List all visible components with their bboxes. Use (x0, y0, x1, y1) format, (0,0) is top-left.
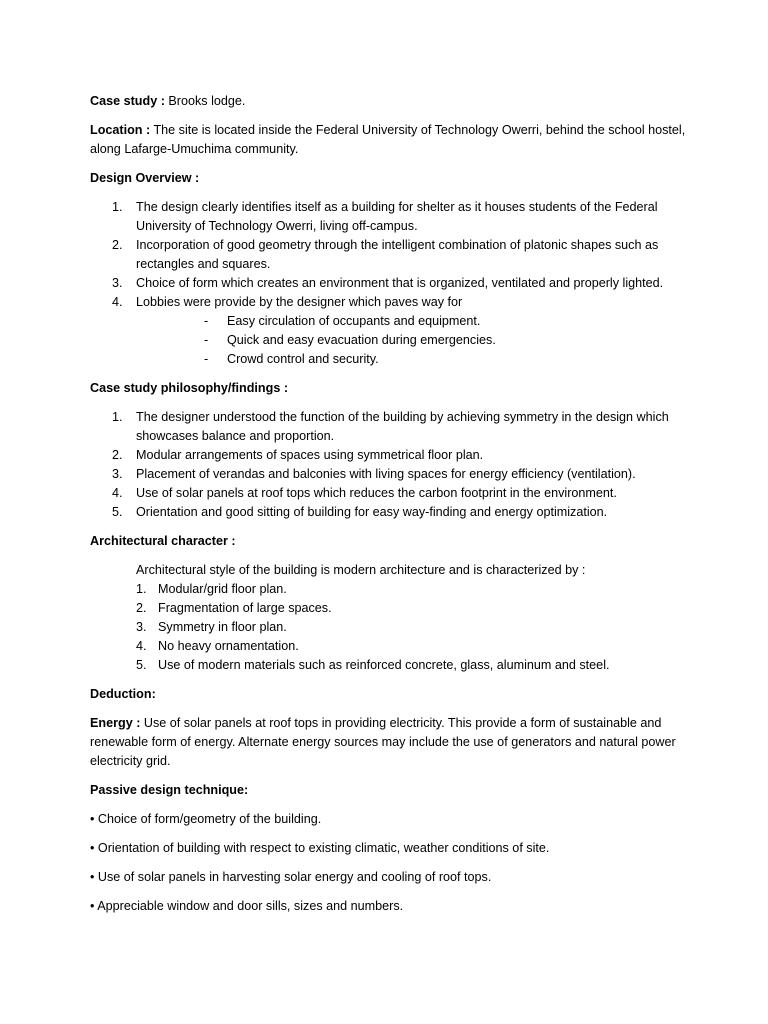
deduction-heading: Deduction: (90, 687, 156, 701)
list-item: 1. Modular/grid floor plan. (136, 582, 287, 596)
bullet-item: • Use of solar panels in harvesting solar energy and cooling of roof tops. (90, 870, 492, 884)
list-item: 3. Placement of verandas and balconies with living spaces for energy efficiency (ventilation). (112, 467, 636, 481)
design-overview-heading: Design Overview : (90, 171, 200, 185)
architectural-block (90, 561, 690, 675)
list-item: 2. Modular arrangements of spaces using symmetrical floor plan. (112, 448, 484, 462)
list-item: 4. No heavy ornamentation. (136, 639, 299, 653)
design-overview-list (90, 198, 690, 369)
list-item: 4. Use of solar panels at roof tops which reduces the carbon footprint in the environment. (112, 486, 617, 500)
location-line (90, 121, 690, 159)
list-item: 5. Orientation and good sitting of building for easy way-finding and energy optimization. (112, 505, 608, 519)
list-item: 1. The designer understood the function of the building by achieving symmetry in the design which showcases balance and proportion. (112, 410, 669, 443)
location-value: The site is located inside the Federal University of Technology Owerri, behind the school hostel, along Lafarge-Umuchima community. (90, 123, 686, 156)
architectural-heading: Architectural character : (90, 534, 236, 548)
philosophy-heading: Case study philosophy/findings : (90, 381, 289, 395)
bullet-item: • Choice of form/geometry of the building. (90, 812, 322, 826)
bullet-item: • Orientation of building with respect to existing climatic, weather conditions of site. (90, 841, 550, 855)
list-item: 3. Choice of form which creates an environment that is organized, ventilated and properly lighted. (112, 276, 664, 290)
list-item: 4. Lobbies were provide by the designer which paves way for - Easy circulation of occupants and equipment. - Quick and easy evacuation during emergencies. - Crowd control and security. (90, 293, 690, 369)
energy-label: Energy : (90, 716, 141, 730)
case-study-line (90, 92, 690, 111)
list-item: 1. The design clearly identifies itself as a building for shelter as it houses students of the Federal University of Technology Owerri, living off-campus. (112, 200, 658, 233)
bullet-item: • Appreciable window and door sills, sizes and numbers. (90, 899, 404, 913)
architectural-list (136, 580, 690, 675)
lobby-sub-list (136, 312, 690, 369)
energy-paragraph (90, 714, 690, 771)
sub-list-item: - Quick and easy evacuation during emergencies. (204, 333, 496, 347)
passive-heading: Passive design technique: (90, 783, 249, 797)
case-study-label: Case study : (90, 94, 165, 108)
sub-list-item: - Easy circulation of occupants and equipment. (204, 314, 481, 328)
sub-list-item: - Crowd control and security. (204, 352, 379, 366)
document-page (90, 92, 690, 926)
list-item: 2. Incorporation of good geometry through the intelligent combination of platonic shapes such as rectangles and squares. (112, 238, 659, 271)
list-item: 3. Symmetry in floor plan. (136, 620, 287, 634)
list-item: 5. Use of modern materials such as reinforced concrete, glass, aluminum and steel. (136, 658, 610, 672)
energy-value: Use of solar panels at roof tops in providing electricity. This provide a form of sustainable and renewable form of energy. Alternate energy sources may include the use of generators and natural power electricity grid. (90, 716, 676, 768)
list-item: 2. Fragmentation of large spaces. (136, 601, 332, 615)
architectural-intro: Architectural style of the building is modern architecture and is characterized by : (136, 563, 586, 577)
case-study-value: Brooks lodge. (164, 94, 246, 108)
location-label: Location : (90, 123, 151, 137)
philosophy-list (90, 408, 690, 522)
